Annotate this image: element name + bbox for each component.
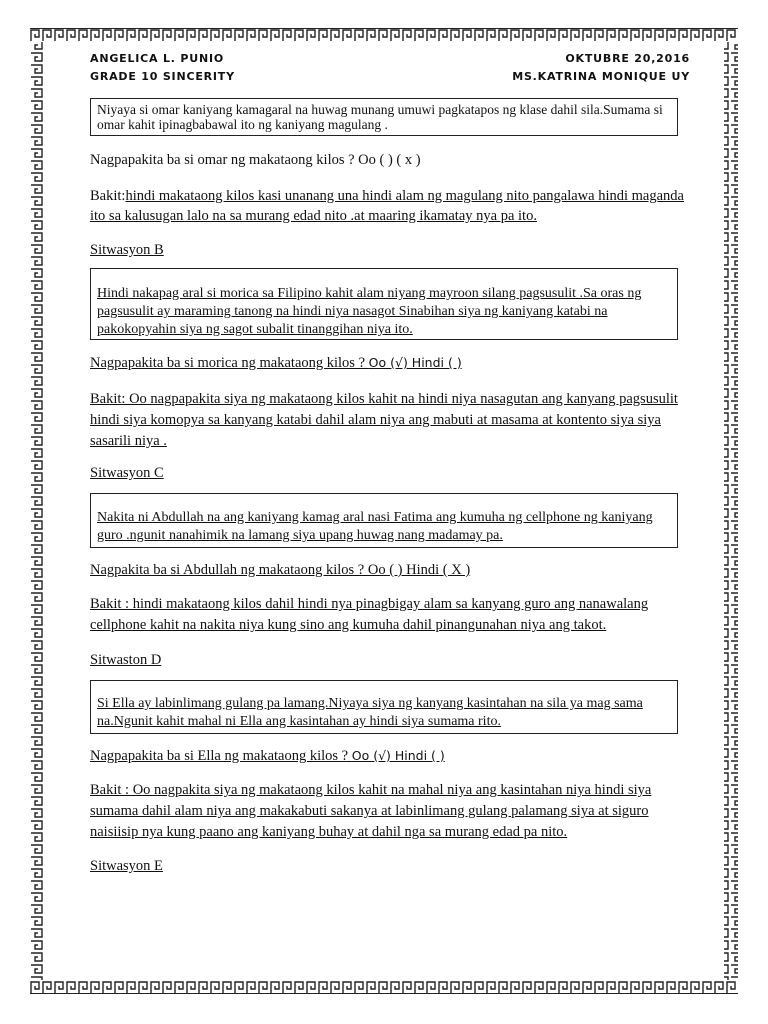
question-b-options: Oo (√) Hindi ( ) — [368, 355, 462, 370]
question-b-text: Nagpapakita ba si morica ng makataong kilos ? — [90, 355, 369, 371]
question-a: Nagpapakita ba si omar ng makataong kilos ? Oo ( ) ( x ) — [90, 152, 421, 168]
answer-c: Bakit : hindi makataong kilos dahil hindi nya pinagbigay alam sa kanyang guro ang nanawalang cellphone kahit na nakita niya kung sino ang kumuha dahil pinangunahan niya ang takot. — [90, 596, 649, 633]
question-d — [90, 746, 690, 766]
question-d-options: Oo (√) Hindi ( ) — [351, 748, 445, 763]
answer-a-label: Bakit: — [90, 188, 126, 204]
answer-b: Bakit: Oo nagpapakita siya ng makataong kilos kahit na hindi niya nasagutan ang kanyang pagsusulit hindi siya komopya sa kanyang katabi dahil alam niya ang mabuti at masama at kontento siya siya sasarili niya . — [90, 391, 678, 449]
title-c: Sitwasyon C — [90, 465, 164, 481]
scenario-box-c: Nakita ni Abdullah na ang kaniyang kamag aral nasi Fatima ang kumuha ng cellphone ng kaniyang guro .ngunit nanahimik na lamang siya upang huwag nang madamay pa. — [90, 493, 678, 548]
answer-a — [90, 186, 690, 226]
answer-d: Bakit : Oo nagpakita siya ng makataong kilos kahit na mahal niya ang kasintahan niya hindi siya sumama dahil alam niya ang makakabuti sakanya at labinlimang gulang palamang siya at siguro naisiisip nya kung paano ang kaniyang buhay at dahil nga sa murang edad pa nito. — [90, 782, 652, 840]
scenario-box-a: Niyaya si omar kaniyang kamagaral na huwag munang umuwi pagkatapos ng klase dahil sila.Sumama si omar kahit ipinagbabawal ito ng kaniyang magulang . — [90, 98, 678, 136]
answer-a-text: hindi makataong kilos kasi unanang una hindi alam ng magulang nito pangalawa hindi maganda ito sa kalusugan lalo na sa murang edad nito .at maaring ikamatay nya pa ito. — [90, 188, 684, 224]
question-b — [90, 353, 690, 373]
scenario-box-b: Hindi nakapag aral si morica sa Filipino kahit alam niyang mayroon silang pagsusulit .Sa oras ng pagsusulit ay maraming tanong na hindi niya nasagot Sinabihan siya ng kaniyang katabi na pakokopyahin siya ng sagot subalit tinanggihan niya ito. — [90, 268, 678, 340]
student-name: ANGELICA L. PUNIO — [90, 52, 225, 65]
teacher-name: MS.KATRINA MONIQUE UY — [512, 70, 690, 83]
question-d-text: Nagpapakita ba si Ella ng makataong kilos ? — [90, 748, 352, 764]
title-e: Sitwasyon E — [90, 858, 163, 874]
scenario-box-d: Si Ella ay labinlimang gulang pa lamang.Niyaya siya ng kanyang kasintahan na sila ya mag sama na.Ngunit kahit mahal ni Ella ang kasintahan ay hindi siya sumama rito. — [90, 680, 678, 734]
title-b: Sitwasyon B — [90, 242, 164, 258]
title-d: Sitwaston D — [90, 652, 162, 668]
grade-section: GRADE 10 SINCERITY — [90, 70, 235, 83]
question-c: Nagpakita ba si Abdullah ng makataong kilos ? Oo ( ) Hindi ( X ) — [90, 562, 471, 578]
date: OKTUBRE 20,2016 — [565, 52, 690, 65]
